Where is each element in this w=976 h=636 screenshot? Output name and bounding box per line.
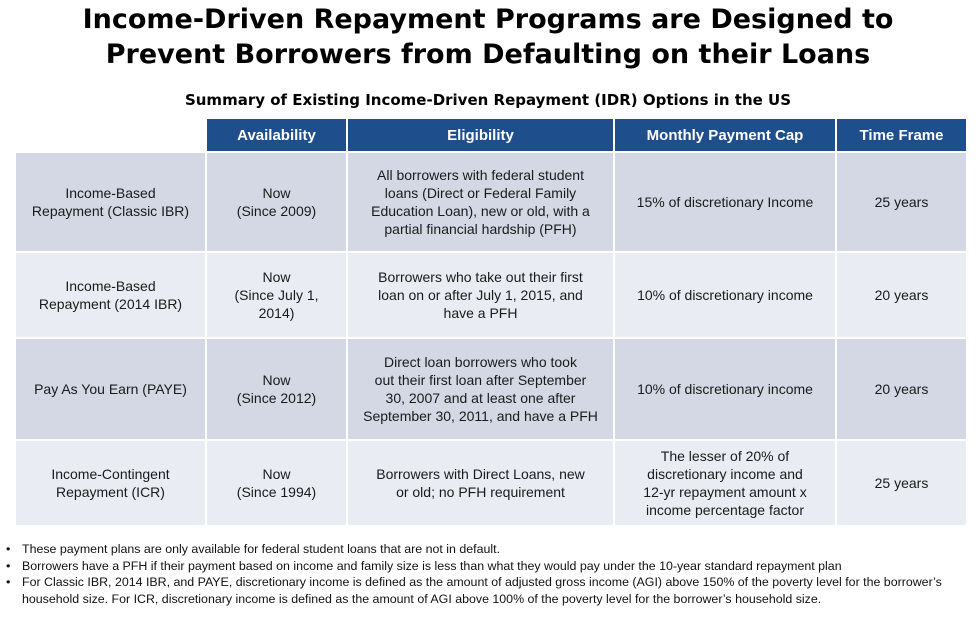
eligibility-cell	[347, 440, 614, 526]
bullet-icon: •	[6, 575, 11, 589]
eligibility-line: partial financial hardship (PFH)	[384, 221, 577, 237]
availability-line: (Since July 1,	[234, 287, 319, 303]
program-cell	[15, 338, 206, 440]
payment-cap-cell	[614, 338, 836, 440]
footnote-text: Borrowers have a PFH if their payment based on income and family size is less than what they would pay under the 10-year standard repayment plan	[22, 558, 842, 573]
program-line: Income-Based	[65, 278, 156, 294]
payment-cap-cell	[614, 440, 836, 526]
eligibility-line: have a PFH	[443, 305, 518, 321]
table-row	[15, 152, 967, 252]
header-blank-cell	[15, 118, 206, 152]
eligibility-cell	[347, 338, 614, 440]
table-row	[15, 338, 967, 440]
availability-line: Now	[262, 372, 291, 388]
footnote-text: For Classic IBR, 2014 IBR, and PAYE, discretionary income is defined as the amount of adjusted gross income (AGI) above 150% of the poverty level for the borrower’s household size. For ICR, discretionary income is defined as the amount of AGI above 100% of the poverty level for the borrower’s household size.	[22, 575, 942, 606]
eligibility-line: 30, 2007 and at least one after	[385, 390, 576, 406]
payment-cap-line: 10% of discretionary income	[637, 287, 813, 303]
footnote-text: These payment plans are only available for federal student loans that are not in default.	[22, 542, 501, 556]
page-title-line-2: Prevent Borrowers from Defaulting on their Loans	[105, 39, 871, 70]
program-cell	[15, 440, 206, 526]
payment-cap-line: income percentage factor	[646, 502, 804, 518]
header-availability: Availability	[206, 118, 347, 152]
availability-cell	[206, 252, 347, 338]
program-line: Repayment (Classic IBR)	[31, 203, 190, 219]
availability-line: (Since 1994)	[236, 484, 317, 500]
footnotes-list	[6, 541, 968, 607]
eligibility-line: or old; no PFH requirement	[396, 484, 565, 500]
availability-line: (Since 2012)	[236, 390, 317, 406]
page-title	[0, 2, 976, 72]
table-row	[15, 440, 967, 526]
table-header-row	[15, 118, 967, 152]
eligibility-line: loan on or after July 1, 2015, and	[378, 287, 583, 303]
table-row	[15, 252, 967, 338]
payment-cap-line: The lesser of 20% of	[660, 448, 790, 464]
program-line: Repayment (2014 IBR)	[38, 296, 183, 312]
time-frame-cell: 25 years	[836, 440, 967, 526]
program-line: Income-Contingent	[51, 466, 170, 482]
program-cell	[15, 252, 206, 338]
eligibility-line: out their first loan after September	[374, 372, 587, 388]
payment-cap-line: 10% of discretionary income	[637, 381, 813, 397]
eligibility-line: September 30, 2011, and have a PFH	[363, 408, 598, 424]
availability-line: Now	[262, 185, 291, 201]
program-cell	[15, 152, 206, 252]
payment-cap-line: discretionary income and	[647, 466, 803, 482]
eligibility-line: Education Loan), new or old, with a	[371, 203, 590, 219]
idr-summary-table	[14, 117, 968, 527]
eligibility-line: loans (Direct or Federal Family	[384, 185, 577, 201]
availability-line: 2014)	[258, 305, 295, 321]
eligibility-line: Direct loan borrowers who took	[384, 354, 577, 370]
program-line: Repayment (ICR)	[56, 484, 165, 500]
eligibility-line: Borrowers who take out their first	[378, 269, 583, 285]
availability-cell	[206, 440, 347, 526]
availability-line: Now	[262, 466, 291, 482]
availability-cell	[206, 152, 347, 252]
payment-cap-cell	[614, 152, 836, 252]
payment-cap-line: 15% of discretionary Income	[636, 194, 814, 210]
header-eligibility: Eligibility	[347, 118, 614, 152]
time-frame-cell: 20 years	[836, 252, 967, 338]
program-line: Pay As You Earn (PAYE)	[34, 381, 187, 397]
payment-cap-cell	[614, 252, 836, 338]
table-subtitle: Summary of Existing Income-Driven Repayment (IDR) Options in the US	[184, 91, 792, 109]
bullet-icon: •	[6, 558, 11, 573]
time-frame-cell: 25 years	[836, 152, 967, 252]
eligibility-cell	[347, 152, 614, 252]
availability-line: Now	[262, 269, 291, 285]
bullet-icon: •	[6, 542, 11, 556]
page-title-line-1: Income-Driven Repayment Programs are Designed to	[82, 4, 894, 35]
program-line: Income-Based	[65, 185, 156, 201]
time-frame-cell: 20 years	[836, 338, 967, 440]
footnote-item	[6, 558, 968, 575]
payment-cap-line: 12-yr repayment amount x	[643, 484, 807, 500]
eligibility-cell	[347, 252, 614, 338]
availability-cell	[206, 338, 347, 440]
eligibility-line: Borrowers with Direct Loans, new	[376, 466, 585, 482]
header-monthly-payment-cap: Monthly Payment Cap	[614, 118, 836, 152]
header-time-frame: Time Frame	[836, 118, 967, 152]
availability-line: (Since 2009)	[236, 203, 317, 219]
footnote-item	[6, 574, 968, 607]
footnote-item	[6, 541, 968, 558]
eligibility-line: All borrowers with federal student	[377, 167, 584, 183]
